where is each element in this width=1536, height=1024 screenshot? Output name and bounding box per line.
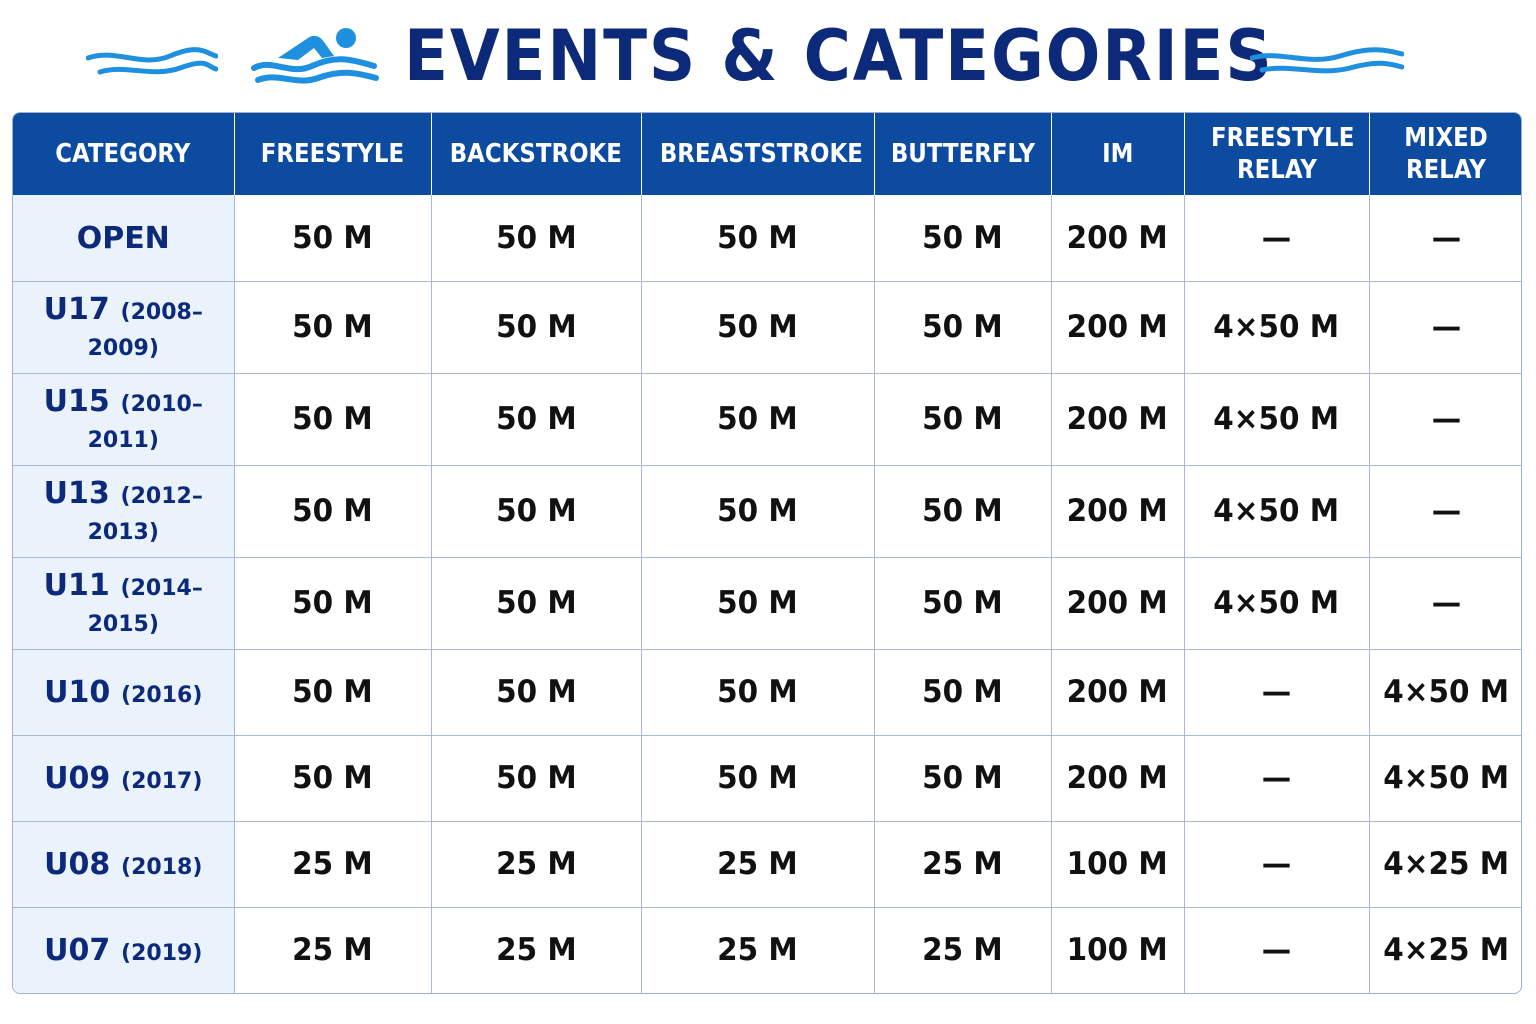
event-distance: 50 M: [922, 760, 1003, 796]
event-distance: 4×25 M: [1383, 846, 1510, 882]
event-cell: [874, 735, 1051, 821]
event-distance: —: [1261, 932, 1292, 969]
event-cell: [874, 195, 1051, 281]
event-cell: [234, 907, 431, 993]
event-distance: —: [1431, 493, 1461, 529]
event-cell: [641, 821, 874, 907]
event-cell: [1051, 373, 1184, 465]
event-cell: [234, 735, 431, 821]
event-cell: [431, 821, 641, 907]
event-cell: [1051, 557, 1184, 649]
table-row: [13, 281, 1522, 373]
event-cell: [641, 195, 874, 281]
event-cell: [1184, 907, 1369, 993]
event-cell: [1369, 557, 1522, 649]
table-body: [13, 195, 1522, 993]
event-distance: 4×50 M: [1383, 674, 1510, 710]
event-cell: [1369, 907, 1522, 993]
event-cell: [431, 557, 641, 649]
event-distance: 50 M: [495, 674, 577, 710]
event-distance: 25 M: [922, 846, 1003, 882]
category-name: U15: [43, 384, 110, 419]
category-cell: [13, 373, 234, 465]
event-cell: [234, 373, 431, 465]
event-cell: [874, 649, 1051, 735]
event-distance: 50 M: [495, 219, 577, 256]
event-cell: [234, 195, 431, 281]
event-distance: —: [1261, 846, 1292, 882]
event-distance: 50 M: [922, 401, 1003, 437]
category-cell: [13, 821, 234, 907]
wave-icon: [86, 42, 218, 82]
event-distance: 25 M: [922, 932, 1003, 969]
event-cell: [234, 649, 431, 735]
header-label: BUTTERFLY: [890, 139, 1035, 169]
category-cell: [13, 557, 234, 649]
event-distance: 50 M: [292, 760, 373, 796]
table-row: [13, 649, 1522, 735]
event-distance: —: [1261, 674, 1292, 710]
header-label: BACKSTROKE: [449, 139, 623, 169]
header-category: [13, 113, 234, 195]
category-name: U09: [44, 761, 111, 796]
event-cell: [641, 557, 874, 649]
category-years: (2008–2009): [87, 300, 203, 361]
event-distance: 50 M: [717, 760, 798, 796]
event-cell: [431, 281, 641, 373]
event-distance: 4×25 M: [1383, 932, 1510, 969]
event-distance: 25 M: [717, 846, 798, 882]
event-distance: 25 M: [495, 932, 577, 969]
category-cell: [13, 465, 234, 557]
event-distance: 50 M: [717, 585, 798, 621]
event-cell: [874, 373, 1051, 465]
event-distance: 200 M: [1066, 760, 1169, 796]
event-cell: [874, 821, 1051, 907]
event-cell: [1184, 557, 1369, 649]
event-distance: 200 M: [1066, 309, 1169, 345]
event-distance: —: [1431, 309, 1461, 345]
event-distance: 50 M: [495, 309, 577, 345]
event-distance: 200 M: [1066, 219, 1169, 256]
event-distance: 50 M: [922, 309, 1003, 345]
event-distance: 50 M: [292, 674, 373, 710]
wave-icon: [1250, 40, 1404, 80]
event-distance: —: [1261, 760, 1292, 796]
category-cell: [13, 735, 234, 821]
category-years: (2012–2013): [87, 484, 203, 545]
event-cell: [431, 373, 641, 465]
event-cell: [431, 465, 641, 557]
event-cell: [1184, 195, 1369, 281]
table-row: [13, 907, 1522, 993]
event-distance: 4×50 M: [1213, 585, 1340, 621]
event-cell: [1051, 649, 1184, 735]
event-cell: [234, 821, 431, 907]
event-cell: [641, 907, 874, 993]
event-cell: [1369, 821, 1522, 907]
category-name: U17: [43, 292, 110, 327]
page-title: EVENTS & CATEGORIES: [404, 15, 1274, 97]
event-cell: [1051, 821, 1184, 907]
event-cell: [1369, 735, 1522, 821]
event-cell: [641, 649, 874, 735]
event-cell: [431, 195, 641, 281]
event-distance: 50 M: [922, 219, 1003, 256]
header-label: IM: [1101, 139, 1134, 169]
event-cell: [1051, 907, 1184, 993]
header-freestyle: [234, 113, 431, 195]
header-freestyle-relay: [1184, 113, 1369, 195]
event-cell: [1051, 195, 1184, 281]
event-distance: 25 M: [292, 932, 373, 969]
table-row: [13, 373, 1522, 465]
header-label: MIXED RELAY: [1404, 123, 1489, 185]
event-cell: [1184, 465, 1369, 557]
event-distance: 200 M: [1066, 401, 1169, 437]
event-cell: [234, 557, 431, 649]
event-distance: 4×50 M: [1213, 401, 1340, 437]
table-header-row: [13, 113, 1522, 195]
table-row: [13, 465, 1522, 557]
event-cell: [1184, 281, 1369, 373]
table-row: [13, 735, 1522, 821]
category-years: (2018): [121, 855, 203, 880]
event-cell: [1369, 281, 1522, 373]
category-name: U10: [44, 675, 111, 710]
event-distance: 4×50 M: [1213, 493, 1340, 529]
event-cell: [641, 735, 874, 821]
event-distance: 50 M: [292, 219, 373, 256]
event-distance: 50 M: [922, 674, 1003, 710]
event-distance: 50 M: [495, 401, 577, 437]
event-distance: 4×50 M: [1213, 309, 1340, 345]
category-cell: [13, 649, 234, 735]
event-distance: 50 M: [292, 585, 373, 621]
header-im: [1051, 113, 1184, 195]
event-cell: [1369, 465, 1522, 557]
event-cell: [1184, 821, 1369, 907]
event-distance: 50 M: [717, 219, 798, 256]
event-cell: [874, 465, 1051, 557]
event-cell: [234, 281, 431, 373]
event-distance: 50 M: [292, 493, 373, 529]
category-cell: [13, 281, 234, 373]
event-distance: 50 M: [717, 674, 798, 710]
event-cell: [874, 557, 1051, 649]
category-years: (2010–2011): [87, 392, 203, 453]
event-distance: 200 M: [1066, 493, 1169, 529]
event-cell: [431, 735, 641, 821]
header-label: CATEGORY: [55, 139, 191, 169]
header-label: BREASTSTROKE: [659, 139, 863, 169]
event-cell: [1184, 373, 1369, 465]
category-name: U13: [43, 476, 110, 511]
event-cell: [1051, 735, 1184, 821]
event-cell: [1051, 281, 1184, 373]
category-name: U08: [44, 847, 111, 882]
event-distance: 100 M: [1066, 932, 1169, 969]
header-backstroke: [431, 113, 641, 195]
title-banner: [0, 0, 1536, 112]
header-mixed-relay: [1369, 113, 1522, 195]
event-cell: [874, 281, 1051, 373]
event-distance: 50 M: [495, 585, 577, 621]
event-cell: [1184, 735, 1369, 821]
category-name: U07: [44, 933, 111, 969]
event-cell: [234, 465, 431, 557]
header-breaststroke: [641, 113, 874, 195]
event-distance: —: [1261, 219, 1292, 256]
category-cell: [13, 907, 234, 993]
header-butterfly: [874, 113, 1051, 195]
event-distance: 50 M: [495, 493, 577, 529]
category-years: (2016): [121, 683, 203, 708]
events-table: [12, 112, 1522, 994]
event-distance: 50 M: [922, 585, 1003, 621]
event-cell: [641, 373, 874, 465]
event-distance: —: [1431, 585, 1461, 621]
event-distance: 50 M: [717, 309, 798, 345]
event-distance: 100 M: [1066, 846, 1169, 882]
event-distance: 50 M: [717, 401, 798, 437]
event-distance: 25 M: [292, 846, 373, 882]
event-distance: 200 M: [1066, 674, 1169, 710]
event-cell: [1051, 465, 1184, 557]
event-distance: 200 M: [1066, 585, 1169, 621]
event-cell: [1369, 195, 1522, 281]
event-distance: 50 M: [495, 760, 577, 796]
event-distance: 50 M: [922, 493, 1003, 529]
header-label: FREESTYLE RELAY: [1210, 123, 1354, 185]
event-distance: 25 M: [717, 932, 798, 969]
event-distance: 25 M: [495, 846, 577, 882]
event-cell: [431, 907, 641, 993]
event-cell: [1369, 649, 1522, 735]
event-cell: [641, 281, 874, 373]
header-label: FREESTYLE: [260, 139, 405, 169]
event-distance: 4×50 M: [1383, 760, 1510, 796]
event-cell: [1184, 649, 1369, 735]
category-name: OPEN: [76, 220, 170, 256]
category-cell: [13, 195, 234, 281]
event-cell: [431, 649, 641, 735]
event-distance: 50 M: [292, 401, 373, 437]
event-cell: [641, 465, 874, 557]
table-row: [13, 195, 1522, 281]
event-cell: [874, 907, 1051, 993]
table-row: [13, 557, 1522, 649]
event-distance: —: [1431, 401, 1461, 437]
category-years: (2014–2015): [87, 576, 203, 637]
category-years: (2017): [121, 769, 203, 794]
event-distance: 50 M: [292, 309, 373, 345]
event-cell: [1369, 373, 1522, 465]
event-distance: —: [1431, 219, 1461, 256]
table-row: [13, 821, 1522, 907]
swimmer-icon: [250, 24, 380, 86]
category-name: U11: [43, 568, 110, 603]
category-years: (2019): [121, 941, 203, 967]
event-distance: 50 M: [717, 493, 798, 529]
